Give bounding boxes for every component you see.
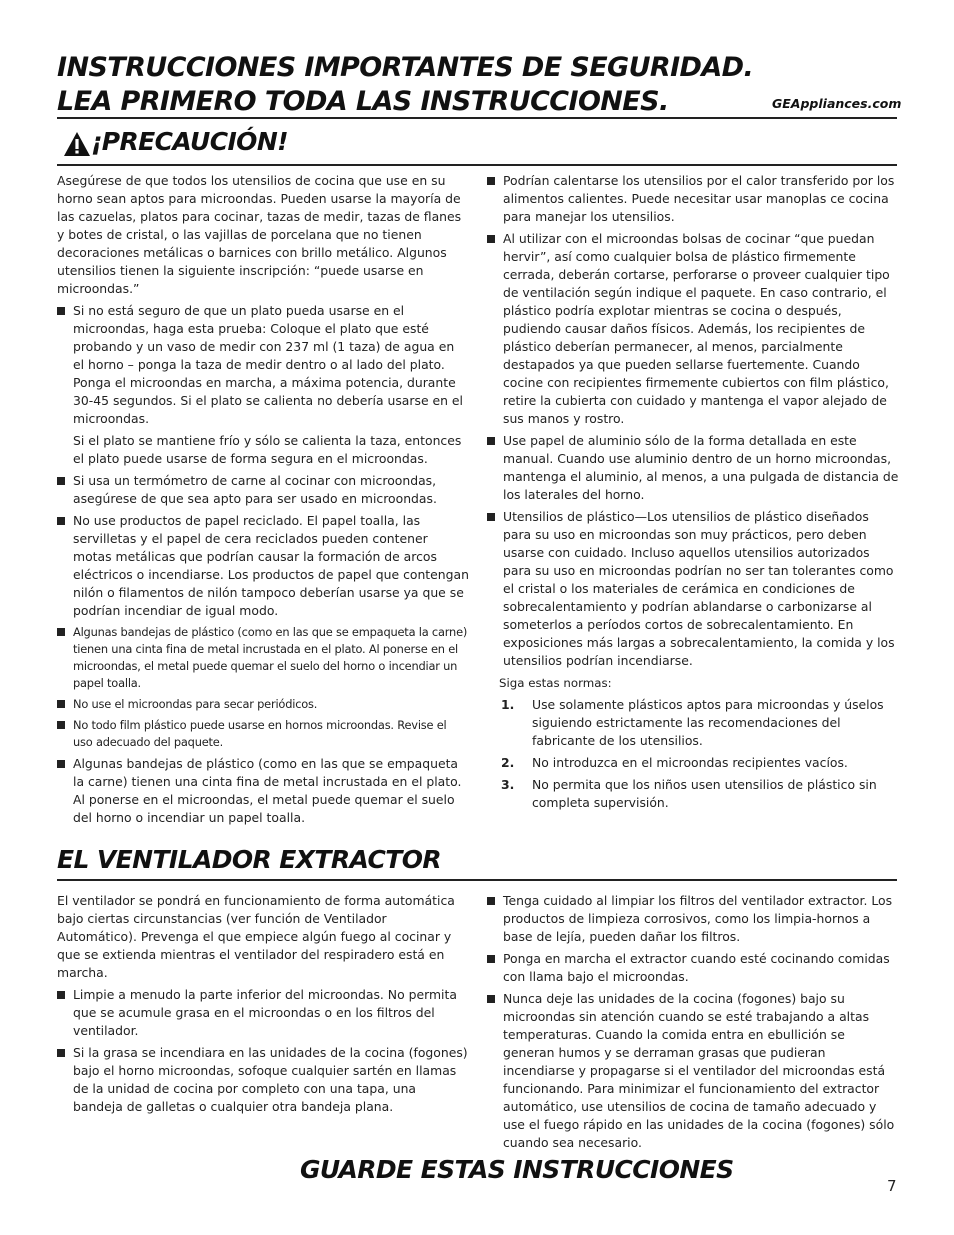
rules-intro: Siga estas normas: (499, 676, 612, 690)
fan-intro: El ventilador se pondrá en funcionamiento de forma automática bajo ciertas circunstancias (ver función de Ventilador Automático). Prevenga el que empiece algún fuego al cocinar y que se extienda mientras el ventilador del respiradero está en marcha. (57, 893, 455, 980)
list-item: Si usa un termómetro de carne al cocinar con microondas, asegúrese de que sea apto para ser usado en microondas. (57, 472, 469, 508)
numbered-rule-1 (501, 696, 899, 750)
list-item: No todo film plástico puede usarse en hornos microondas. Revise el uso adecuado del paquete. (57, 717, 469, 751)
list-item: Podrían calentarse los utensilios por el calor transferido por los alimentos calientes. Puede necesitar usar manoplas ce cocina para manejar los utensilios. (487, 172, 899, 226)
list-item: No use el microondas para secar periódicos. (57, 696, 469, 713)
page-title-line2: LEA PRIMERO TODA LAS INSTRUCCIONES. (57, 86, 669, 117)
page-title-line1: INSTRUCCIONES IMPORTANTES DE SEGURIDAD. (57, 52, 754, 83)
list-item: Si la grasa se incendiara en las unidades de la cocina (fogones) bajo el horno microondas, sofoque cualquier sartén en llamas de la unidad de cocina por completo con una tapa, una bandeja de galletas o cualquier otra bandeja plana. (57, 1044, 469, 1116)
rule-number: 1. (501, 697, 515, 712)
caution-left-column (57, 172, 469, 831)
save-instructions-title: GUARDE ESTAS INSTRUCCIONES (300, 1155, 734, 1184)
rule-text: No permita que los niños usen utensilios de plástico sin completa supervisión. (532, 777, 877, 810)
list-item: Nunca deje las unidades de la cocina (fogones) bajo su microondas sin atención cuando se esté trabajando a altas temperaturas. Cuando la comida entra en ebullición se generan humos y se derraman grasas que pudieran incendiarse y propagarse si el ventilador del microondas está funcionando. Para minimizar el funcionamiento del extractor automático, use utensilios de cocina de tamaño adecuado y use el fuego rápido en las unidades de la cocina (fogones) sólo cuando sea necesario. (487, 990, 899, 1152)
list-item: Utensilios de plástico—Los utensilios de plástico diseñados para su uso en microondas son muy prácticos, pero deben usarse con cuidado. Incluso aquellos utensilios autorizados para su uso en microondas podrían no ser tan tolerantes como el cristal o los materiales de cerámica en condiciones de sobrecalentamiento y podrían ablandarse o carbonizarse al someterlos a períodos cortos de sobrecalentamiento. En exposiciones más largas a sobrecalentamiento, la comida y los utensilios podrían incendiarse. (487, 508, 899, 670)
page-number: 7 (887, 1177, 897, 1195)
rule-number: 3. (501, 777, 515, 792)
list-item: Al utilizar con el microondas bolsas de cocinar “que puedan hervir”, así como cualquier bolsa de plástico firmemente cerrada, deberán cortarse, perforarse o proveer cualquier tipo de ventilación según indique el paquete. En caso contrario, el plástico podría explotar mientras se cocina o después, pudiendo causar daños físicos. Además, los recipientes de plástico deberían permanecer, al menos, parcialmente destapados ya que pueden sellarse fuertemente. Cuando cocine con recipientes firmemente cubiertos con film plástico, retire la cubierta con cuidado y mantenga el vapor alejado de sus manos y rostro. (487, 230, 899, 428)
fan-right-column (487, 892, 899, 1156)
list-item: No use productos de papel reciclado. El papel toalla, las servilletas y el papel de cera reciclados pueden contener motas metálicas que podrían causar la formación de arcos eléctricos o incendiarse. Los productos de papel que contengan nilón o filamentos de nilón tampoco deberían usarse ya que se podrían incendiar de igual modo. (57, 512, 469, 620)
caution-intro: Asegúrese de que todos los utensilios de cocina que use en su horno sean aptos para microondas. Pueden usarse la mayoría de las cazuelas, platos para cocinar, tazas de medir, tazas de flanes y botes de cristal, o las vajillas de porcelana que no tienen decoraciones metálicas o barnices con brillo metálico. Algunos utensilios tienen la siguiente inscripción: “puede usarse en microondas.” (57, 173, 462, 296)
numbered-rule-2 (501, 754, 899, 772)
header-divider (57, 117, 897, 119)
list-item: Tenga cuidado al limpiar los filtros del ventilador extractor. Los productos de limpieza corrosivos, como los limpia-hornos a base de lejía, pueden dañar los filtros. (487, 892, 899, 946)
rule-text: No introduzca en el microondas recipientes vacíos. (532, 755, 848, 770)
fan-divider (57, 879, 897, 881)
rule-text: Use solamente plásticos aptos para microondas y úselos siguiendo estrictamente las recomendaciones del fabricante de los utensilios. (532, 697, 884, 748)
fan-left-column (57, 892, 469, 1120)
list-item: Use papel de aluminio sólo de la forma detallada en este manual. Cuando use aluminio dentro de un horno microondas, mantenga el aluminio, al menos, a una pulgada de distancia de los laterales del horno. (487, 432, 899, 504)
list-item: Si no está seguro de que un plato pueda usarse en el microondas, haga esta prueba: Coloque el plato que esté probando y un vaso de medir con 237 ml (1 taza) de agua en el horno – ponga la taza de medir dentro o al lado del plato. Ponga el microondas en marcha, a máxima potencia, durante 30-45 segundos. Si el plato se calienta no debería usarse en el microondas. (57, 302, 469, 428)
website-link[interactable]: GEAppliances.com (772, 96, 902, 111)
warning-triangle-icon (63, 131, 91, 157)
caution-title: ¡PRECAUCIÓN! (91, 127, 288, 156)
list-item: Algunas bandejas de plástico (como en las que se empaqueta la carne) tienen una cinta fina de metal incrustada en el plato. Al ponerse en el microondas, el metal puede quemar el suelo del horno o incendiar un papel toalla. (57, 624, 469, 692)
rule-number: 2. (501, 755, 515, 770)
caution-divider (57, 164, 897, 166)
caution-right-column (487, 172, 899, 816)
list-item: Ponga en marcha el extractor cuando esté cocinando comidas con llama bajo el microondas. (487, 950, 899, 986)
list-item: Algunas bandejas de plástico (como en las que se empaqueta la carne) tienen una cinta fina de metal incrustada en el plato. Al ponerse en el microondas, el metal puede quemar el suelo del horno o incendiar un papel toalla. (57, 755, 469, 827)
fan-section-title: EL VENTILADOR EXTRACTOR (57, 845, 441, 874)
numbered-rule-3 (501, 776, 899, 812)
list-item-continued: Si el plato se mantiene frío y sólo se calienta la taza, entonces el plato puede usarse de forma segura en el microondas. (73, 433, 462, 466)
list-item: Limpie a menudo la parte inferior del microondas. No permita que se acumule grasa en el microondas o en los filtros del ventilador. (57, 986, 469, 1040)
